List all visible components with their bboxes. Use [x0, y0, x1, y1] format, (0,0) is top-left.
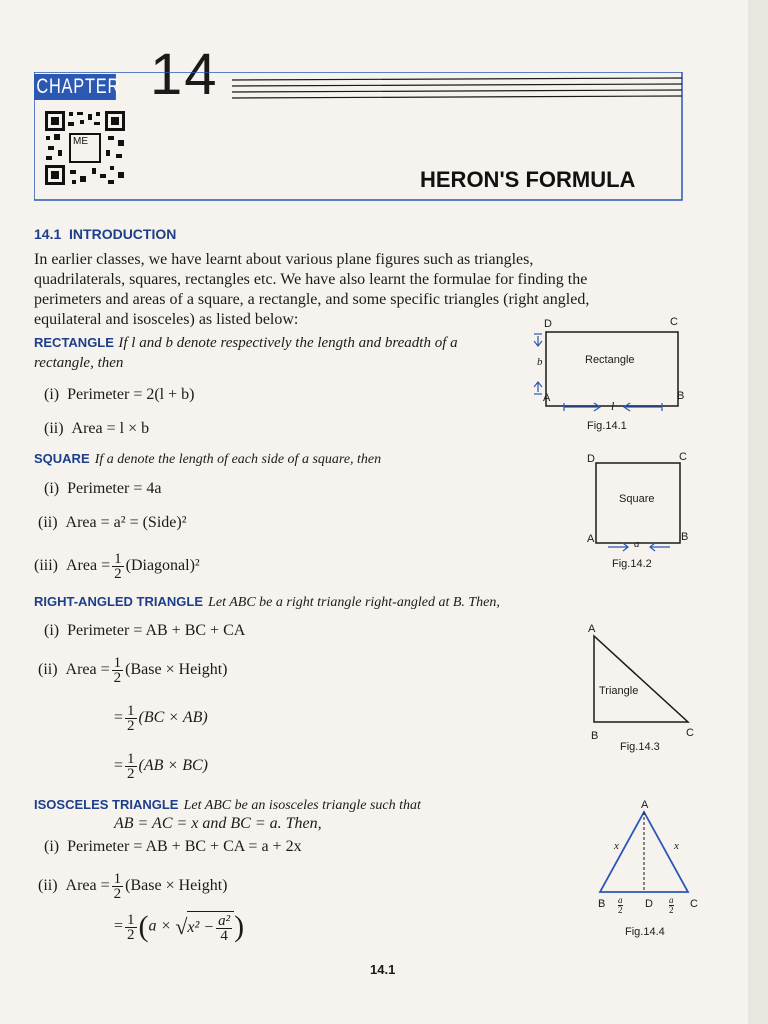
square-desc: If a denote the length of each side of a square, then [94, 452, 382, 467]
right-triangle-area-result: = $\frac{1}{2}$ (AB × BC) [114, 751, 208, 782]
intro-line: equilateral and isosceles) as listed below: [34, 311, 299, 328]
rectangle-label: RECTANGLE [34, 335, 114, 350]
square-title: Square [619, 493, 655, 505]
iso-vertex-c: C [690, 898, 698, 910]
rect-breadth-label: b [537, 356, 543, 368]
iso-half-base-right: a 2 [669, 895, 674, 915]
section-title: INTRODUCTION [69, 226, 177, 242]
isosceles-condition: AB = AC = x and BC = a. Then, [114, 815, 322, 832]
isosceles-area-formula: (ii) Area = $\frac{1}{2}$ (Base × Height) [38, 871, 228, 902]
rectangle-desc-cont: rectangle, then [34, 355, 124, 371]
right-triangle-area-step: = $\frac{1}{2}$ (BC × AB) [114, 703, 208, 734]
rectangle-shape [546, 332, 678, 406]
iso-side-x-right: x [674, 840, 679, 852]
rectangle-desc: If l and b denote respectively the length and breadth of a [118, 335, 458, 351]
right-triangle-label: RIGHT-ANGLED TRIANGLE [34, 594, 203, 609]
rect-vertex-d: D [544, 318, 552, 330]
isosceles-perimeter-formula: (i) Perimeter = AB + BC + CA = a + 2x [44, 838, 302, 855]
qr-label: ME [73, 136, 88, 147]
iso-vertex-b: B [598, 898, 606, 910]
tri-vertex-a: A [588, 623, 596, 635]
square-vertex-c: C [679, 451, 687, 463]
square-label: SQUARE [34, 451, 90, 466]
rectangle-area-formula: (ii) Area = l × b [44, 420, 150, 437]
right-triangle-area-formula: (ii) Area = $\frac{1}{2}$ (Base × Height) [38, 655, 228, 686]
qr-code [44, 110, 126, 186]
tri-vertex-b: B [591, 730, 599, 742]
square-vertex-d: D [587, 453, 595, 465]
isosceles-definition [34, 794, 421, 814]
rect-length-label: l [611, 399, 615, 413]
iso-vertex-d: D [645, 898, 653, 910]
square-side-label: a [634, 538, 640, 550]
right-triangle-shape [594, 636, 688, 722]
intro-line: perimeters and areas of a square, a rectangle, and some specific triangles (right angled, [34, 291, 590, 308]
chapter-number: 14 [150, 42, 219, 107]
isosceles-desc: Let ABC be an isosceles triangle such that [183, 798, 421, 813]
tri-vertex-c: C [686, 727, 694, 739]
fig-caption-3: Fig.14.3 [620, 741, 660, 753]
fig-caption-4: Fig.14.4 [625, 926, 665, 938]
isosceles-figure [594, 800, 694, 900]
page-number: 14.1 [370, 962, 396, 977]
chapter-label: CHAPTER [34, 74, 116, 100]
square-vertex-b: B [681, 531, 689, 543]
square-perimeter-formula: (i) Perimeter = 4a [44, 480, 162, 497]
right-triangle-desc: Let ABC be a right triangle right-angled at B. Then, [208, 595, 500, 610]
iso-side-x-left: x [614, 840, 619, 852]
rect-vertex-a: A [543, 392, 551, 404]
square-definition [34, 448, 381, 468]
square-diagonal-formula: (iii) Area = $\frac{1}{2}$ (Diagonal)² [34, 551, 200, 582]
intro-line: quadrilaterals, squares, rectangles etc. We have also learnt the formulae for finding the [34, 271, 588, 288]
intro-line: In earlier classes, we have learnt about various plane figures such as triangles, [34, 251, 534, 268]
rectangle-perimeter-formula: (i) Perimeter = 2(l + b) [44, 386, 195, 403]
page-title: HERON'S FORMULA [420, 167, 636, 192]
fig-caption-1: Fig.14.1 [587, 420, 627, 432]
square-area-formula: (ii) Area = a² = (Side)² [38, 514, 187, 531]
tri-title: Triangle [599, 685, 639, 697]
fig-caption-2: Fig.14.2 [612, 558, 652, 570]
right-triangle-figure [588, 630, 698, 730]
isosceles-label: ISOSCELES TRIANGLE [34, 797, 179, 812]
right-triangle-perimeter-formula: (i) Perimeter = AB + BC + CA [44, 622, 246, 639]
right-triangle-definition [34, 591, 500, 611]
isosceles-area-expansion: = $\frac{1}{2}$ (a × √x² − $\frac{\text{a²}}{4}$ ) [114, 910, 245, 944]
iso-vertex-a: A [641, 799, 649, 811]
rect-vertex-c: C [670, 316, 678, 328]
section-number: 14.1 [34, 226, 62, 242]
rect-title: Rectangle [585, 354, 635, 366]
rectangle-figure [530, 312, 700, 432]
iso-half-base-left: a 2 [618, 895, 623, 915]
section-heading [34, 226, 176, 242]
rectangle-definition [34, 335, 458, 352]
rect-vertex-b: B [677, 390, 685, 402]
square-vertex-a: A [587, 533, 595, 545]
square-figure [586, 455, 696, 555]
